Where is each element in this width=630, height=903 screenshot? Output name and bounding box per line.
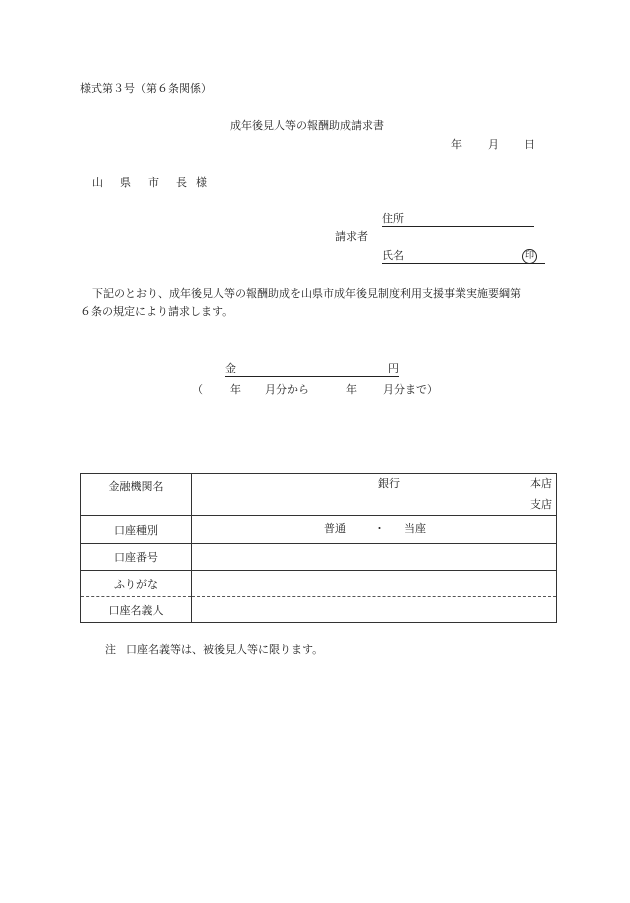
amount-field[interactable] bbox=[225, 362, 399, 377]
page-title: 成年後見人等の報酬助成請求書 bbox=[230, 119, 384, 132]
table-row-account-type bbox=[81, 516, 557, 544]
bank-suffix: 銀行 bbox=[378, 477, 400, 490]
account-type-ordinary[interactable]: 普通 bbox=[324, 522, 346, 535]
addressee-name: 山 県 市 長 bbox=[92, 176, 190, 189]
form-number: 様式第３号（第６条関係） bbox=[80, 82, 212, 95]
account-type-label: 口座種別 bbox=[81, 516, 192, 544]
table-row-account-holder bbox=[81, 597, 557, 623]
date-day-label: 日 bbox=[524, 138, 535, 151]
address-label: 住所 bbox=[382, 212, 404, 225]
institution-label: 金融機関名 bbox=[81, 474, 192, 516]
furigana-cell[interactable] bbox=[192, 571, 557, 597]
date-year-label: 年 bbox=[451, 138, 462, 151]
table-row-account-number bbox=[81, 544, 557, 571]
amount-prefix: 金 bbox=[225, 362, 236, 375]
period-year-to: 年 bbox=[346, 383, 357, 396]
account-type-current[interactable]: 当座 bbox=[404, 522, 426, 535]
note-text: 口座名義等は、被後見人等に限ります。 bbox=[126, 643, 324, 656]
name-label: 氏名 bbox=[382, 249, 404, 262]
institution-cell[interactable] bbox=[192, 474, 557, 516]
account-type-cell[interactable] bbox=[192, 516, 557, 544]
period-month-from: 月分から bbox=[265, 383, 309, 396]
head-office-label: 本店 bbox=[530, 477, 552, 490]
claimant-label: 請求者 bbox=[335, 230, 368, 243]
account-type-separator: ・ bbox=[374, 522, 385, 535]
account-number-label: 口座番号 bbox=[81, 544, 192, 571]
amount-suffix: 円 bbox=[388, 362, 399, 375]
period-open: （ bbox=[192, 383, 203, 396]
period-year-from: 年 bbox=[230, 383, 241, 396]
body-text-line-1: 下記のとおり、成年後見人等の報酬助成を山県市成年後見制度利用支援事業実施要綱第 bbox=[92, 287, 521, 300]
account-number-cell[interactable] bbox=[192, 544, 557, 571]
furigana-label: ふりがな bbox=[81, 571, 192, 597]
table-row-furigana bbox=[81, 571, 557, 597]
bank-account-table bbox=[80, 473, 557, 623]
body-text-line-2: ６条の規定により請求します。 bbox=[80, 305, 234, 318]
period-month-to: 月分まで） bbox=[383, 383, 438, 396]
branch-label: 支店 bbox=[530, 498, 552, 511]
name-field[interactable] bbox=[382, 249, 545, 264]
address-field[interactable] bbox=[382, 212, 534, 227]
addressee-honorific: 様 bbox=[196, 176, 207, 189]
seal-mark: 印 bbox=[522, 249, 537, 264]
note-label: 注 bbox=[105, 643, 116, 656]
account-holder-cell[interactable] bbox=[192, 597, 557, 623]
date-month-label: 月 bbox=[488, 138, 499, 151]
account-holder-label: 口座名義人 bbox=[81, 597, 192, 623]
table-row-institution bbox=[81, 474, 557, 516]
